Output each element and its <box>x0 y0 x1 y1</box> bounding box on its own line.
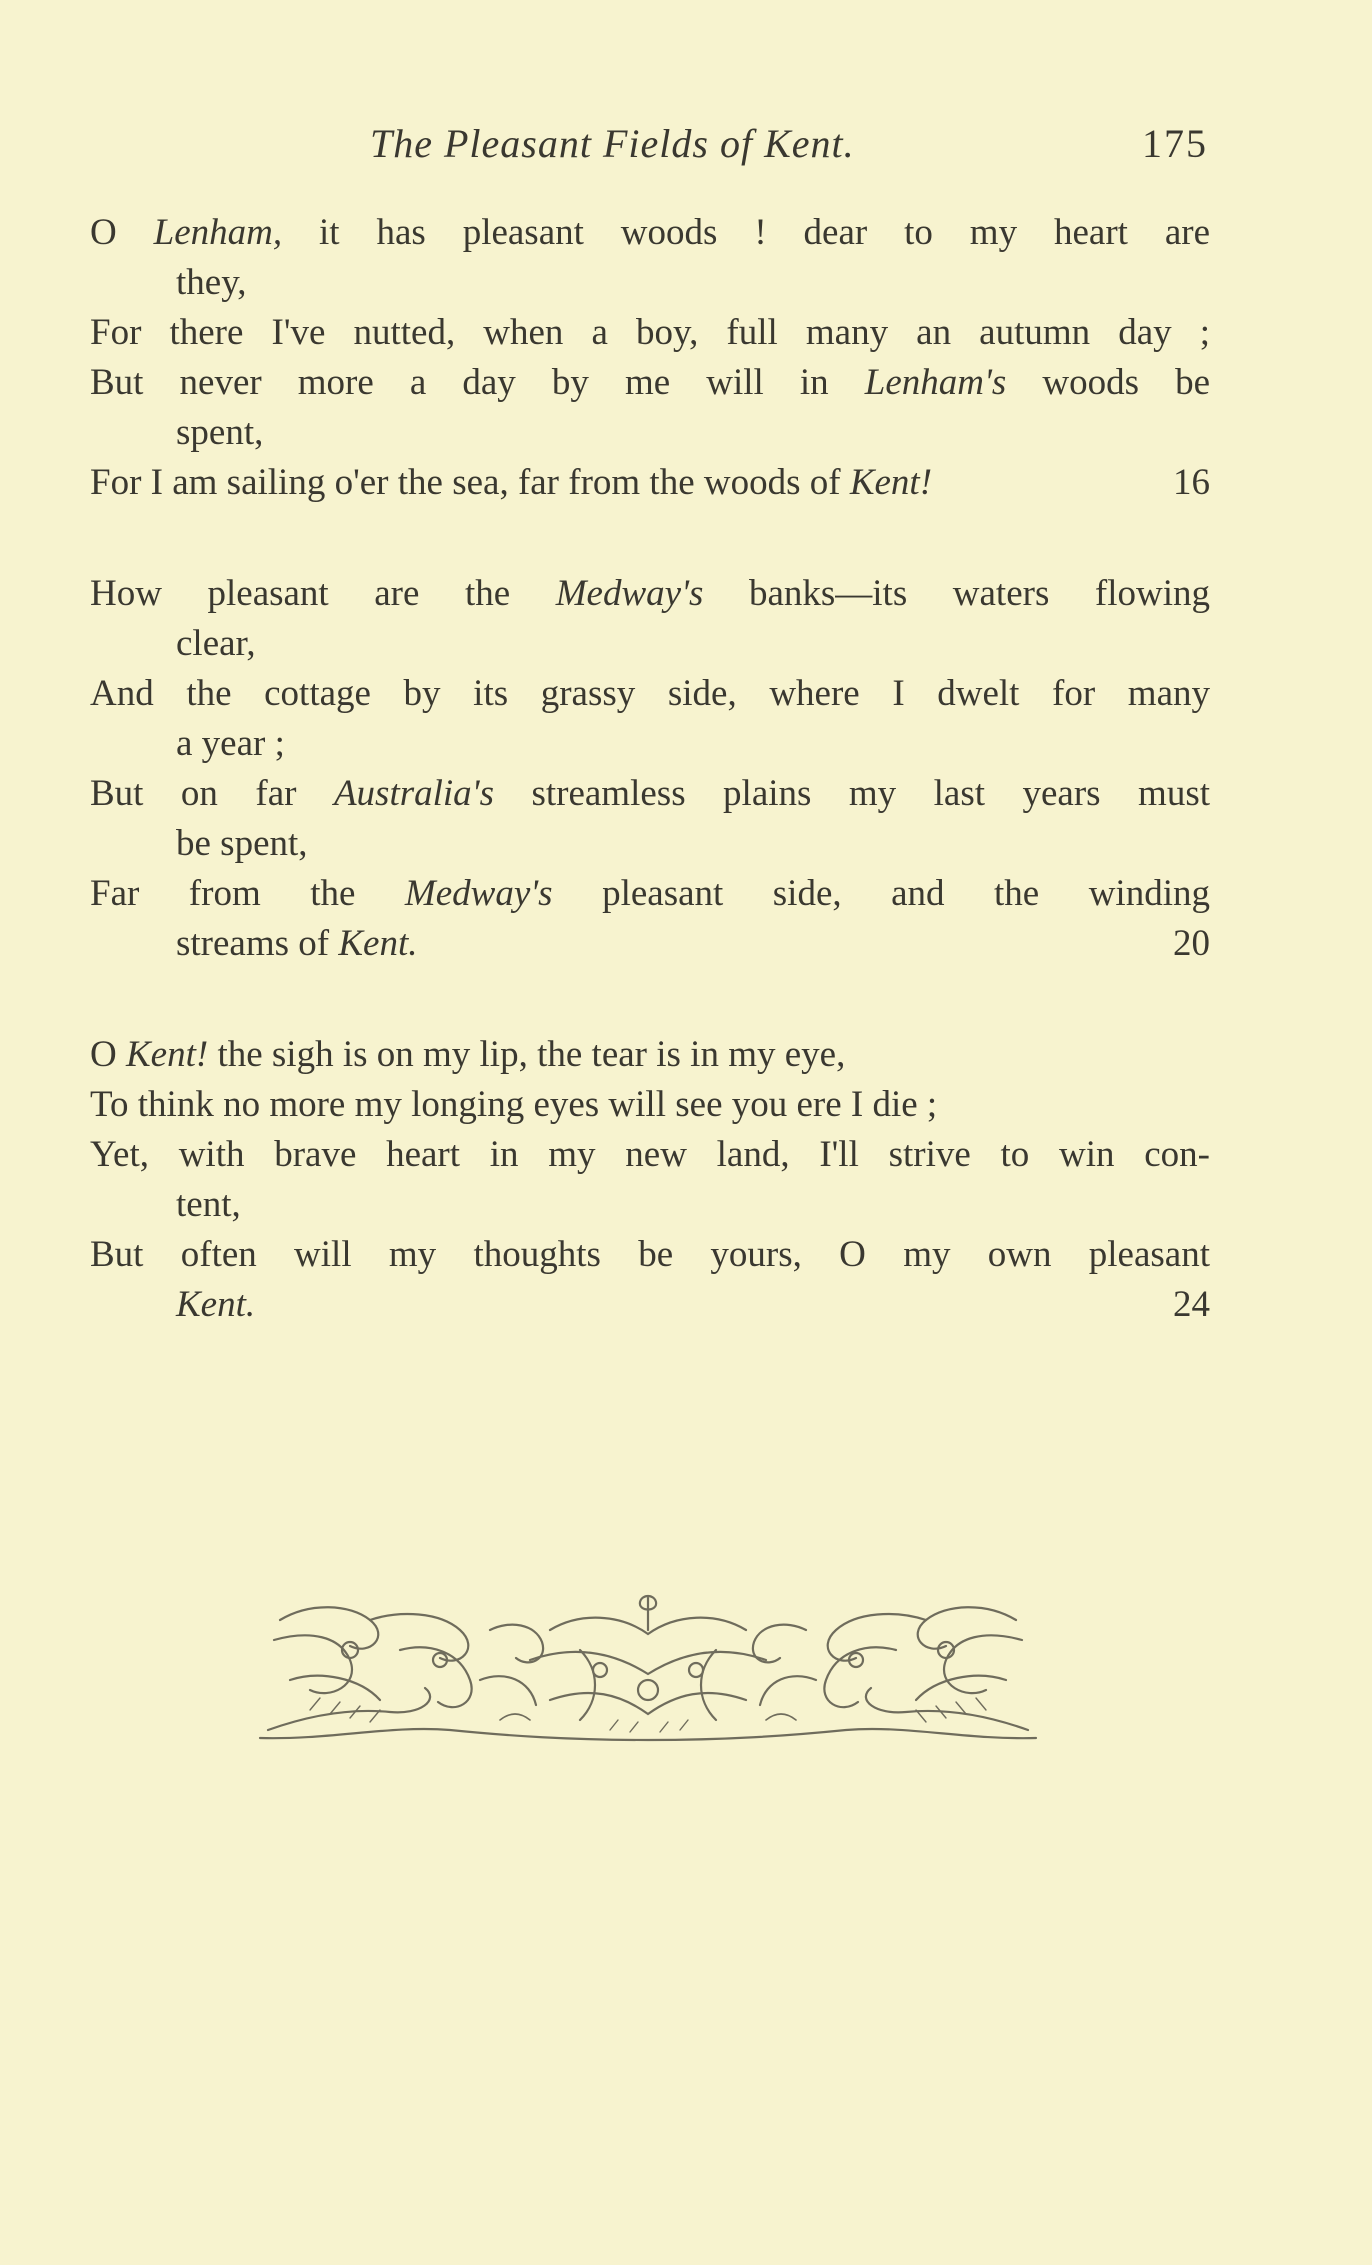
line-number: 16 <box>1173 462 1210 503</box>
poem-line-continuation: clear, <box>176 623 256 664</box>
poem-line-continuation: a year ; <box>176 723 285 764</box>
poem-line-continuation: spent, <box>176 412 264 453</box>
stanza <box>90 569 1210 969</box>
poem-line: Yet, with brave heart in my new land, I'll strive to win con- <box>90 1134 1210 1175</box>
page-header <box>0 110 1372 170</box>
poem-line: O Lenham, it has pleasant woods ! dear to my heart are <box>90 212 1210 253</box>
stanza <box>90 1030 1210 1330</box>
poem-body <box>90 208 1210 1391</box>
poem-line-continuation: be spent, <box>176 823 308 864</box>
poem-line: And the cottage by its grassy side, where I dwelt for many <box>90 673 1210 714</box>
poem-line-continuation: tent, <box>176 1184 241 1225</box>
page-number: 175 <box>1142 121 1208 166</box>
poem-line-continuation: streams of Kent. 20 <box>90 919 1210 969</box>
poem-line: For there I've nutted, when a boy, full many an autumn day ; <box>90 312 1210 353</box>
line-number: 24 <box>1173 1284 1210 1325</box>
poem-line: To think no more my longing eyes will see you ere I die ; <box>90 1084 938 1125</box>
poem-line-continuation: they, <box>176 262 247 303</box>
floral-tailpiece-icon <box>250 1590 1046 1760</box>
poem-line-continuation: Kent. 24 <box>90 1280 1210 1330</box>
running-title: The Pleasant Fields of Kent. <box>370 121 855 166</box>
poem-line: For I am sailing o'er the sea, far from the woods of Kent! 16 <box>90 458 1210 508</box>
poem-line: Far from the Medway's pleasant side, and the winding <box>90 873 1210 914</box>
poem-line: But often will my thoughts be yours, O my own pleasant <box>90 1234 1210 1275</box>
poem-line: How pleasant are the Medway's banks—its waters flowing <box>90 573 1210 614</box>
poem-line: But on far Australia's streamless plains my last years must <box>90 773 1210 814</box>
poem-line: O Kent! the sigh is on my lip, the tear is in my eye, <box>90 1034 846 1075</box>
line-number: 20 <box>1173 923 1210 964</box>
stanza <box>90 208 1210 508</box>
poem-line: But never more a day by me will in Lenham's woods be <box>90 362 1210 403</box>
